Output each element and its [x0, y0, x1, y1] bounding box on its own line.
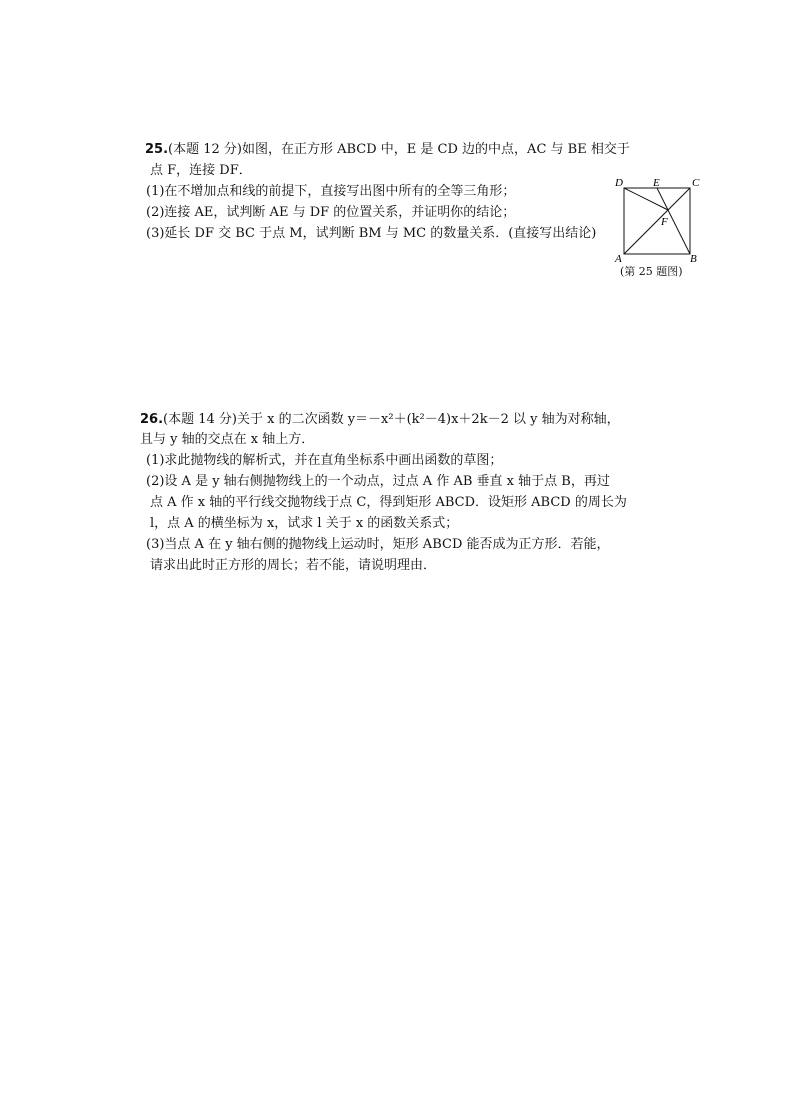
q26-line-4: (2)设 A 是 y 轴右侧抛物线上的一个动点，过点 A 作 AB 垂直 x 轴于点 B，再过 [146, 474, 610, 489]
q25-line-2: 点 F，连接 DF． [150, 163, 252, 178]
label-a: A [615, 253, 622, 265]
q25-line-5: (3)延长 DF 交 BC 于点 M，试判断 BM 与 MC 的数量关系．(直接写出结论) [146, 226, 597, 241]
q25-figure-caption: (第 25 题图) [620, 265, 683, 278]
q26-line-6: l，点 A 的横坐标为 x，试求 l 关于 x 的函数关系式； [150, 516, 459, 531]
segment-df [624, 188, 668, 210]
q26-line-2: 且与 y 轴的交点在 x 轴上方． [140, 432, 315, 447]
label-c: C [692, 177, 700, 189]
label-f: F [661, 216, 668, 228]
q25-line-1 [145, 142, 630, 158]
q26-text-1: (本题 14 分)关于 x 的二次函数 y＝－x²＋(k²－4)x＋2k－2 以 y 轴为对称轴， [163, 412, 620, 427]
q26-line-5: 点 A 作 x 轴的平行线交抛物线于点 C，得到矩形 ABCD．设矩形 ABCD 的周长为 [150, 495, 627, 510]
q25-text-1: (本题 12 分)如图，在正方形 ABCD 中，E 是 CD 边的中点，AC 与 BE 相交于 [168, 142, 630, 157]
diagonal-ac [624, 188, 690, 254]
label-b: B [690, 253, 697, 265]
q26-line-7: (3)当点 A 在 y 轴右侧的抛物线上运动时，矩形 ABCD 能否成为正方形．若能， [146, 537, 610, 552]
q25-line-4: (2)连接 AE，试判断 AE 与 DF 的位置关系，并证明你的结论； [146, 205, 516, 220]
q26-number: 26. [140, 412, 164, 427]
q26-line-8: 请求出此时正方形的周长；若不能，请说明理由． [150, 558, 437, 573]
square-abcd-diagram [612, 174, 702, 266]
label-d: D [615, 177, 623, 189]
q25-number: 25. [145, 142, 169, 157]
label-e: E [653, 177, 660, 189]
q26-line-3: (1)求此抛物线的解析式，并在直角坐标系中画出函数的草图； [146, 453, 503, 468]
q25-line-3: (1)在不增加点和线的前提下，直接写出图中所有的全等三角形； [146, 184, 516, 199]
q26-line-1 [140, 412, 620, 428]
